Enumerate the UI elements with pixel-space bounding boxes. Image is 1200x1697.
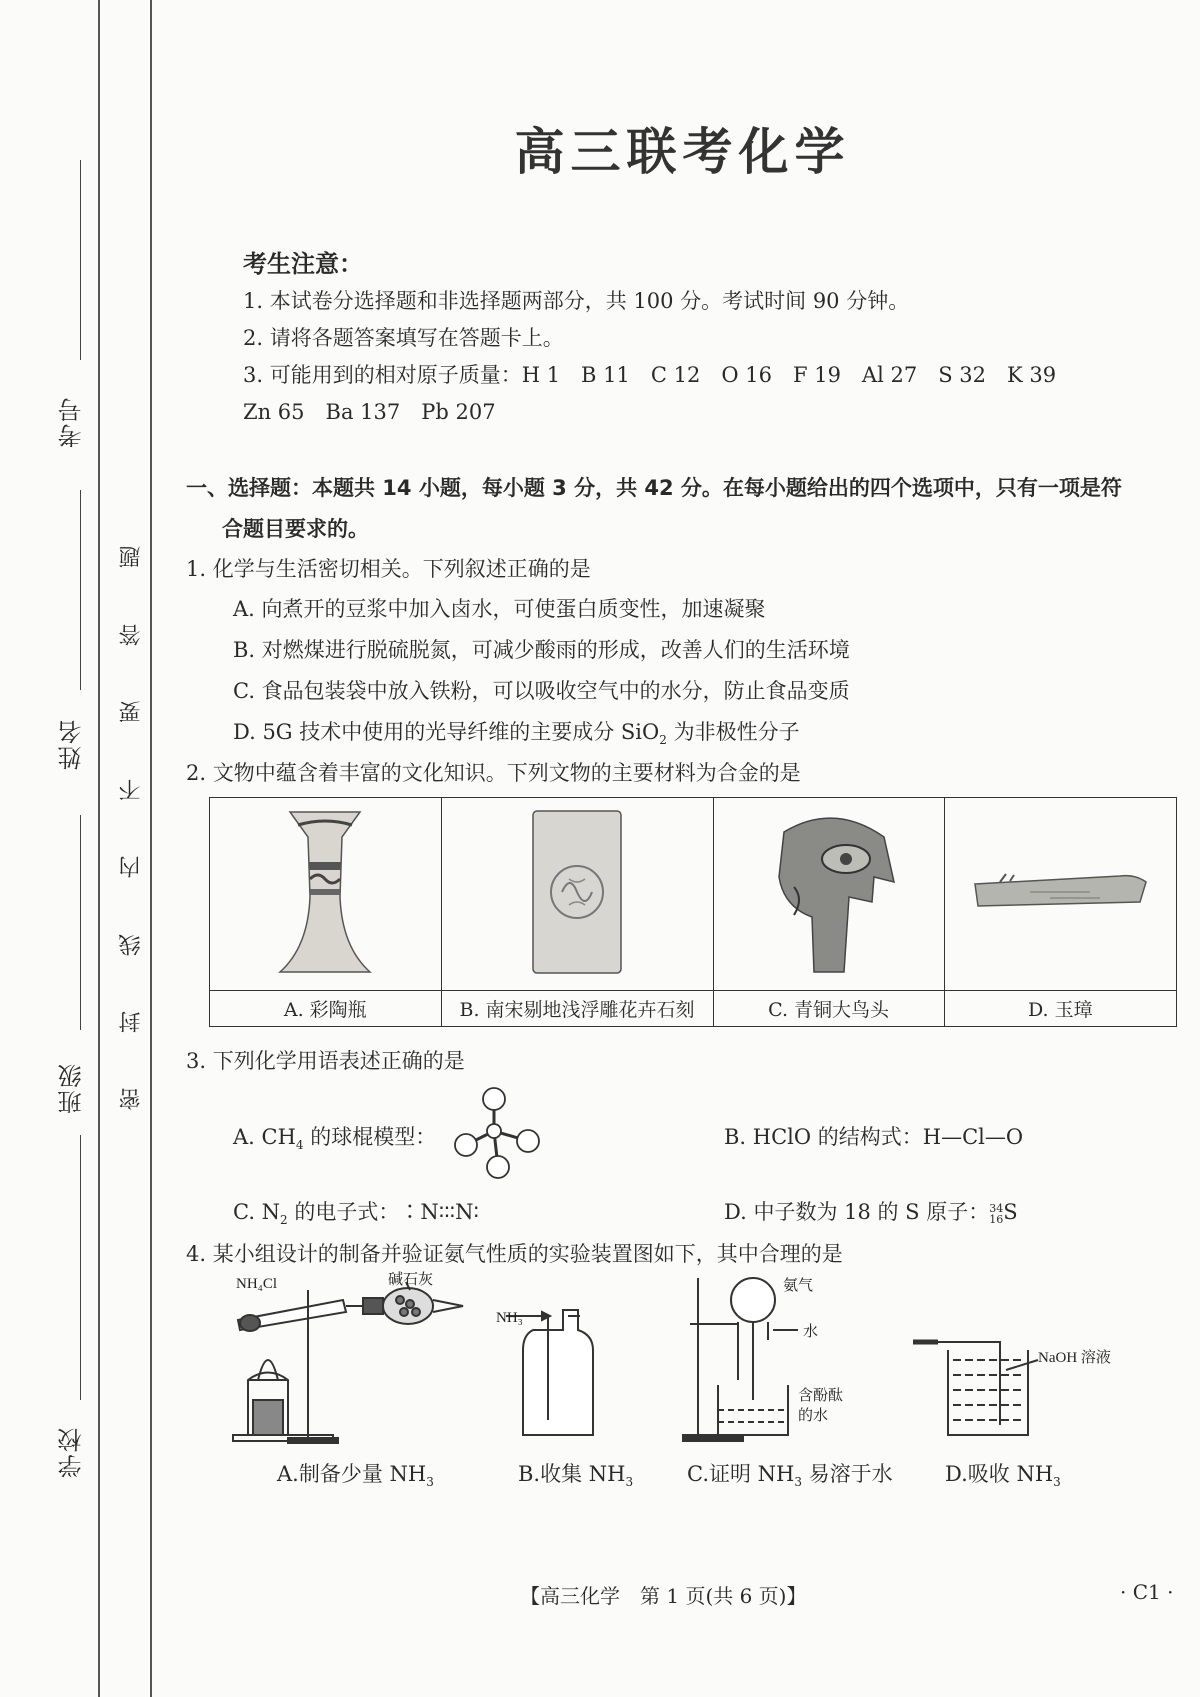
section-heading: 一、选择题：本题共 14 小题，每小题 3 分，共 42 分。在每小题给出的四个选项中，只有一项是符 — [186, 476, 1122, 500]
question-1-option-d: D. 5G 技术中使用的光导纤维的主要成分 SiO$_2$ 为非极性分子 — [233, 720, 800, 748]
label-phenolphthalein-line1: 含酚酞 — [798, 1388, 844, 1404]
seal-char: 线 — [119, 934, 144, 956]
relic-caption-d: D. 玉璋 — [944, 991, 1176, 1027]
label-naoh-solution: NaOH 溶液 — [1038, 1350, 1111, 1366]
apparatus-caption-a: A.制备少量 $NH_3$ — [277, 1462, 434, 1490]
relic-caption-c: C. 青铜大鸟头 — [713, 991, 944, 1027]
blank-line-exam-number — [80, 160, 81, 360]
seal-char: 封 — [119, 1011, 144, 1033]
seal-char: 要 — [119, 701, 144, 723]
margin-border-right — [150, 0, 152, 1697]
label-exam-number: 考号 — [58, 396, 86, 448]
notice-item: Zn 65 Ba 137 Pb 207 — [243, 400, 496, 424]
question-3-option-a: A. $CH_4$ 的球棍模型： — [233, 1125, 437, 1153]
notice-heading: 考生注意： — [243, 250, 363, 278]
question-3-option-c: C. $N_2$ 的电子式：∶N∶∶∶N∶ — [233, 1200, 479, 1228]
bronze-bird-head-image — [754, 807, 904, 977]
question-1-stem: 1. 化学与生活密切相关。下列叙述正确的是 — [186, 557, 591, 581]
seal-char: 题 — [119, 546, 144, 568]
label-ammonia: 氨气 — [783, 1278, 814, 1294]
relics-table — [209, 797, 1177, 1027]
page-footer: 【高三化学 第 1 页(共 6 页)】 — [520, 1584, 807, 1608]
paper-code: · C1 · — [1120, 1580, 1174, 1604]
question-3-option-d: D. 中子数为 18 的 S 原子： 34 16 S — [724, 1200, 1018, 1226]
label-nh4cl: NH₄Cl — [236, 1276, 278, 1292]
notice-item: 1. 本试卷分选择题和非选择题两部分，共 100 分。考试时间 90 分钟。 — [243, 289, 910, 313]
question-2-stem: 2. 文物中蕴含着丰富的文化知识。下列文物的主要材料为合金的是 — [186, 761, 801, 785]
label-school: 学校 — [58, 1426, 86, 1478]
page-title: 高三联考化学 — [514, 123, 851, 181]
relic-caption-a: A. 彩陶瓶 — [210, 991, 442, 1027]
relic-image-cell — [713, 798, 944, 991]
painted-pottery-vase-image — [270, 807, 380, 977]
ch4-ball-and-stick-model — [448, 1083, 548, 1183]
relic-image-cell — [441, 798, 713, 991]
relic-image-cell — [210, 798, 442, 991]
blank-line-school — [80, 1135, 81, 1400]
seal-char: 密 — [119, 1088, 144, 1110]
relic-caption-b: B. 南宋剔地浅浮雕花卉石刻 — [441, 991, 713, 1027]
apparatus-c — [683, 1278, 798, 1441]
question-4-stem: 4. 某小组设计的制备并验证氨气性质的实验装置图如下，其中合理的是 — [186, 1242, 843, 1266]
question-3-option-b: B. HClO 的结构式：H—Cl—O — [724, 1125, 1024, 1149]
stone-carving-image — [527, 807, 627, 977]
apparatus-caption-b: B.收集 $NH_3$ — [518, 1462, 634, 1490]
apparatus-a — [233, 1282, 463, 1443]
jade-zhang-image — [970, 862, 1150, 922]
apparatus-b — [506, 1310, 593, 1435]
relic-image-cell — [944, 798, 1176, 991]
label-name: 姓名 — [58, 718, 86, 770]
seal-char: 答 — [119, 624, 144, 646]
question-1-option-a: A. 向煮开的豆浆中加入卤水，可使蛋白质变性，加速凝聚 — [233, 597, 766, 621]
notice-item: 3. 可能用到的相对原子质量：H 1 B 11 C 12 O 16 F 19 Al 27 S 32 K 39 — [243, 363, 1057, 387]
apparatus-caption-c: C.证明 $NH_3$ 易溶于水 — [687, 1462, 893, 1490]
notice-item: 2. 请将各题答案填写在答题卡上。 — [243, 326, 564, 350]
question-1-option-b: B. 对燃煤进行脱硫脱氮，可减少酸雨的形成，改善人们的生活环境 — [233, 638, 850, 662]
label-nh3-inlet: NH₃ — [496, 1310, 523, 1326]
question-3-stem: 3. 下列化学用语表述正确的是 — [186, 1049, 465, 1073]
apparatus-d — [913, 1342, 1038, 1435]
seal-char: 不 — [119, 779, 144, 801]
apparatus-caption-d: D.吸收 $NH_3$ — [945, 1462, 1061, 1490]
label-soda-lime: 碱石灰 — [388, 1272, 434, 1288]
label-phenolphthalein-line2: 的水 — [798, 1408, 829, 1424]
label-water: 水 — [803, 1324, 819, 1340]
label-class: 班级 — [58, 1062, 86, 1114]
question-1-option-c: C. 食品包装袋中放入铁粉，可以吸收空气中的水分，防止食品变质 — [233, 679, 850, 703]
blank-line-name — [80, 490, 81, 690]
apparatus-diagrams — [228, 1270, 1148, 1450]
seal-char: 内 — [119, 856, 144, 878]
section-heading-cont: 合题目要求的。 — [222, 517, 369, 541]
margin-border-left — [98, 0, 100, 1697]
blank-line-class — [80, 815, 81, 1030]
